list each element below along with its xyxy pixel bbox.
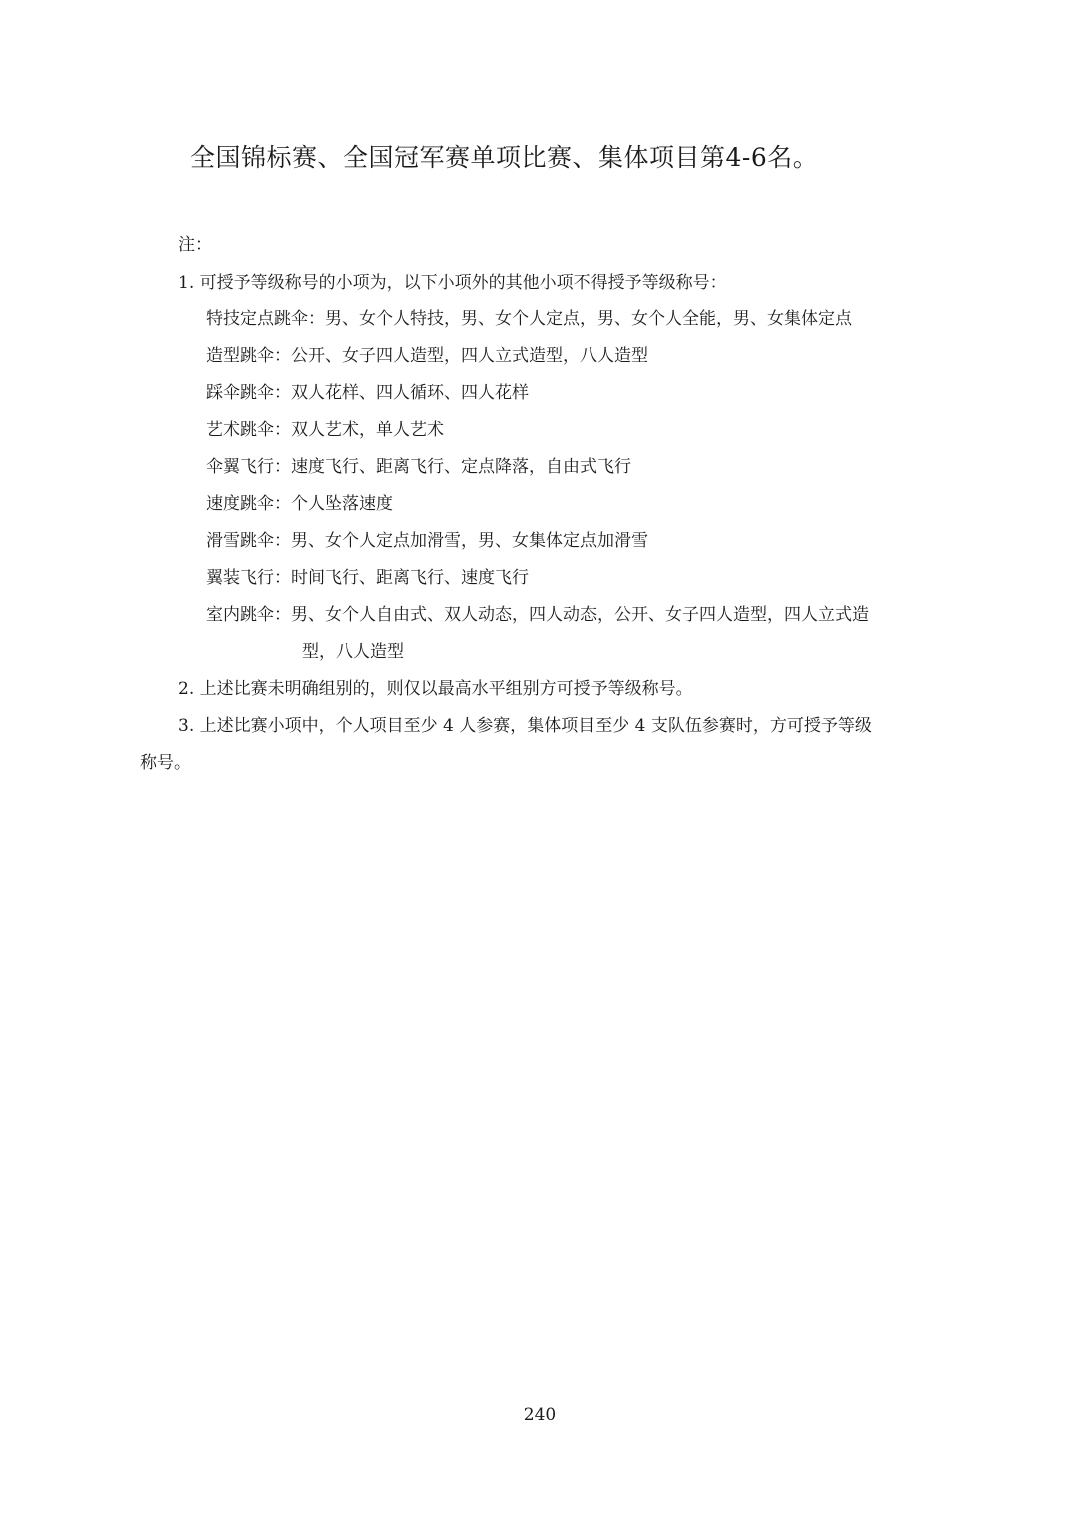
event-line-artistic: 艺术跳伞：双人艺术，单人艺术 (206, 420, 444, 440)
event-line-formation: 造型跳伞：公开、女子四人造型，四人立式造型，八人造型 (206, 346, 648, 366)
event-line-indoor: 室内跳伞：男、女个人自由式、双人动态，四人动态，公开、女子四人造型，四人立式造 (206, 605, 869, 625)
note-item-2: 2. 上述比赛未明确组别的，则仅以最高水平组别方可授予等级称号。 (178, 679, 693, 699)
event-line-indoor-continuation: 型，八人造型 (302, 642, 404, 662)
note-item-3: 3. 上述比赛小项中，个人项目至少 4 人参赛，集体项目至少 4 支队伍参赛时，方可授予等级 (178, 716, 872, 736)
event-line-speed: 速度跳伞：个人坠落速度 (206, 494, 393, 514)
note-label: 注： (178, 235, 212, 255)
event-line-aerobatic-accuracy: 特技定点跳伞：男、女个人特技，男、女个人定点，男、女个人全能，男、女集体定点 (206, 309, 852, 329)
event-line-ski: 滑雪跳伞：男、女个人定点加滑雪，男、女集体定点加滑雪 (206, 531, 648, 551)
note-item-3-continuation: 称号。 (140, 753, 191, 773)
section-heading: 全国锦标赛、全国冠军赛单项比赛、集体项目第4-6名。 (190, 143, 819, 172)
note-item-1: 1. 可授予等级称号的小项为，以下小项外的其他小项不得授予等级称号： (178, 273, 727, 293)
event-line-wingsuit: 翼装飞行：时间飞行、距离飞行、速度飞行 (206, 568, 529, 588)
page-number: 240 (523, 1405, 557, 1425)
event-line-paraglide-flight: 伞翼飞行：速度飞行、距离飞行、定点降落，自由式飞行 (206, 457, 631, 477)
event-line-canopy-formation: 踩伞跳伞：双人花样、四人循环、四人花样 (206, 383, 529, 403)
